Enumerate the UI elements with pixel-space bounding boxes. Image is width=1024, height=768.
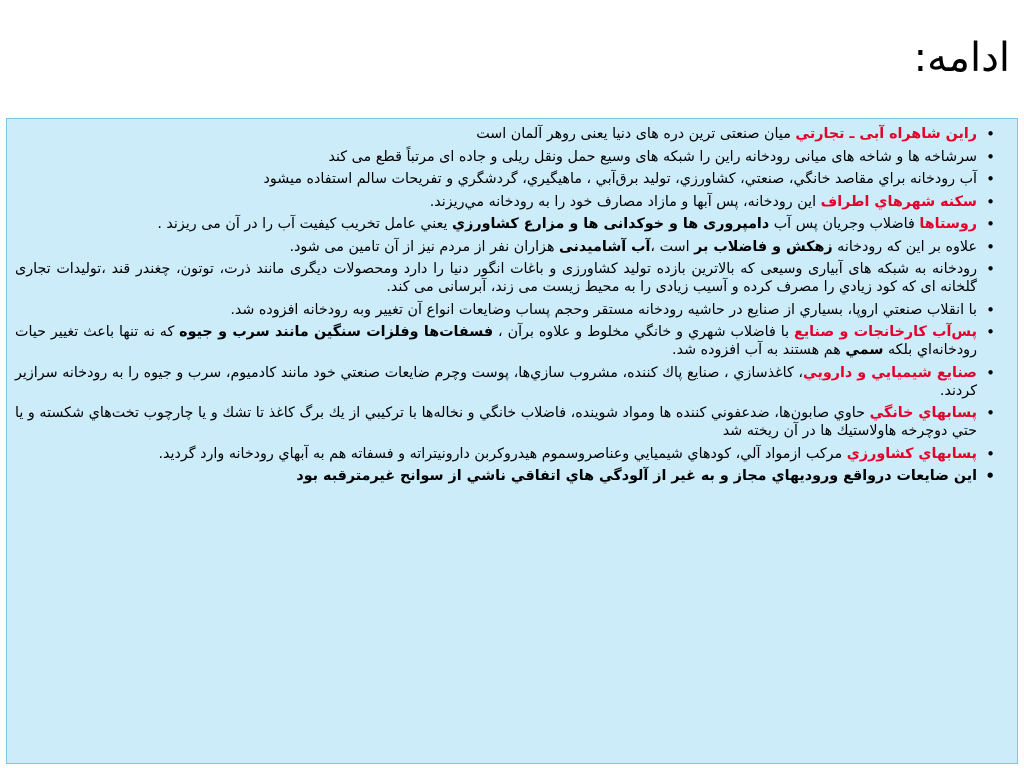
bullet-item-6 (15, 238, 997, 256)
bullet-text: هزاران نفر از مردم نیز از آن تامین می شود. (289, 238, 560, 255)
bullet-list (15, 125, 997, 485)
bullet-item-1 (15, 125, 997, 143)
bullet-text: با فاضلاب شهري و خانگي مخلوط و علاوه برآن ، (493, 324, 795, 340)
bullet-item-2 (15, 148, 997, 166)
bullet-text: حاوي صابون‌ها، ضدعفوني كننده ها ومواد شوينده، فاضلاب خانگي و نخاله‌ها با تركيبي از يك برگ كاغذ تا تشك و يا چارچوب تخت‌هاي شكسته و يا حتي دوچرخه هاولاستيك ها در آن ريخته شد (15, 405, 977, 439)
highlight-text: پسابهاي خانگي (869, 405, 977, 421)
highlight-text: پس‌آب كارخانجات و صنايع (794, 324, 977, 340)
bullet-item-3 (15, 170, 997, 188)
bullet-dot-icon: • (986, 237, 995, 256)
bullet-dot-icon: • (986, 215, 995, 233)
bold-text: آب آشامیدنی (559, 238, 651, 255)
bullet-text: آب رودخانه براي مقاصد خانگي، صنعتي، كشاورزي، توليد برق‌آبي ، ماهيگيري، گردشگري و تفريحات سالم استفاده میشود (263, 171, 977, 187)
bullet-dot-icon: • (986, 363, 995, 382)
bullet-item-9 (15, 323, 997, 359)
bullet-dot-icon: • (986, 444, 995, 463)
bullet-text: ، كاغذسازي ، صنايع پاك كننده، مشروب سازي‌ها، پوست وچرم ضايعات صنعتي خود مانند كادميوم، سرب و جيوه را به رودخانه سرازير كردند. (15, 364, 977, 399)
slide-title: ادامه: (913, 35, 1010, 81)
highlight-text: سكنه شهرهاي اطراف (820, 193, 977, 210)
bullet-item-5 (15, 215, 997, 233)
highlight-text: راین شاهراه آبی ـ تجارتي (795, 126, 977, 142)
highlight-text: صنايع شيميايي و دارويي (803, 364, 977, 381)
bullet-text: اين رودخانه، پس آبها و مازاد مصارف خود را به رودخانه مي‌ريزند. (429, 193, 821, 210)
bullet-item-13 (15, 467, 997, 485)
bullet-text: است ، (650, 238, 695, 255)
bullet-item-4 (15, 193, 997, 211)
bullet-item-8 (15, 301, 997, 319)
bullet-dot-icon: • (986, 125, 995, 143)
highlight-text: روستاها (919, 216, 977, 232)
bullet-text: كه نه تنها باعث تغيير حيات رودخانه‌اي بلكه (15, 324, 977, 358)
bullet-text: يعني عامل تخريب كيفيت آب را در آن می ریزند . (157, 216, 453, 232)
bullet-text: با انقلاب صنعتي اروپا، بسياري از صنايع در حاشيه رودخانه مستقر وحجم پساب وضايعات انواع آن تغيير وبه رودخانه افزوده شد. (230, 301, 977, 318)
bullet-item-7 (15, 260, 997, 296)
bullet-dot-icon: • (986, 147, 995, 166)
bold-text: دامپروری ها و خوکدانی ها و مزارع كشاورزي (452, 216, 770, 232)
bullet-text: رودخانه به شبکه های آبیاری وسیعی که بالاترین بازده تولید کشاورزی و باغات انگور دنیا را دارد ومحصولات دیگری مانند ذرت، توتون، چغندر قند ،تولیدات تجاری گلخانه ای که کود زيادي را مصرف کرده و آسیب زیادی را به محیط زیست می زند، آبرسانی می کند. (15, 261, 977, 295)
bullet-dot-icon: • (986, 170, 995, 188)
bullet-dot-icon: • (985, 467, 995, 485)
bold-text: زهکش و فاضلاب بر (694, 238, 833, 255)
bullet-text: فاضلاب وجريان پس آب (769, 216, 920, 232)
highlight-text: پسابهاي كشاورزي (846, 445, 977, 462)
bullet-text: اين ضايعات درواقع وروديهاي مجاز و به غير از آلودگي هاي اتفاقي ناشي از سوانح غيرمترقبه بود (296, 468, 977, 484)
bullet-text: هم هستند به آب افزوده شد. (672, 342, 846, 358)
bullet-dot-icon: • (986, 323, 995, 341)
bullet-dot-icon: • (986, 192, 995, 211)
bullet-item-12 (15, 445, 997, 463)
bullet-text: میان صنعتی ترین دره های دنیا یعنی روهر آلمان است (476, 126, 796, 142)
bold-text: فسفات‌ها وفلزات سنگين مانند سرب و جيوه (179, 324, 494, 340)
bold-text: سمي (845, 342, 884, 358)
bullet-dot-icon: • (986, 300, 995, 319)
bullet-item-10 (15, 364, 997, 400)
bullet-dot-icon: • (986, 260, 995, 278)
bullet-text: مركب ازمواد آلي، كودهاي شيميايي وعناصروسموم هيدروكربن دارونيتراته و فسفاته هم به آبهاي رودخانه وارد گرديد. (158, 445, 847, 462)
bullet-text: سرشاخه ها و شاخه های میانی رودخانه راین را شبکه های وسیع حمل ونقل ریلی و جاده ای مرتباً قطع می کند (328, 148, 977, 165)
content-box (6, 118, 1018, 764)
bullet-dot-icon: • (986, 404, 995, 422)
bullet-item-11 (15, 404, 997, 440)
bullet-text: علاوه بر این که رودخانه (832, 238, 977, 255)
